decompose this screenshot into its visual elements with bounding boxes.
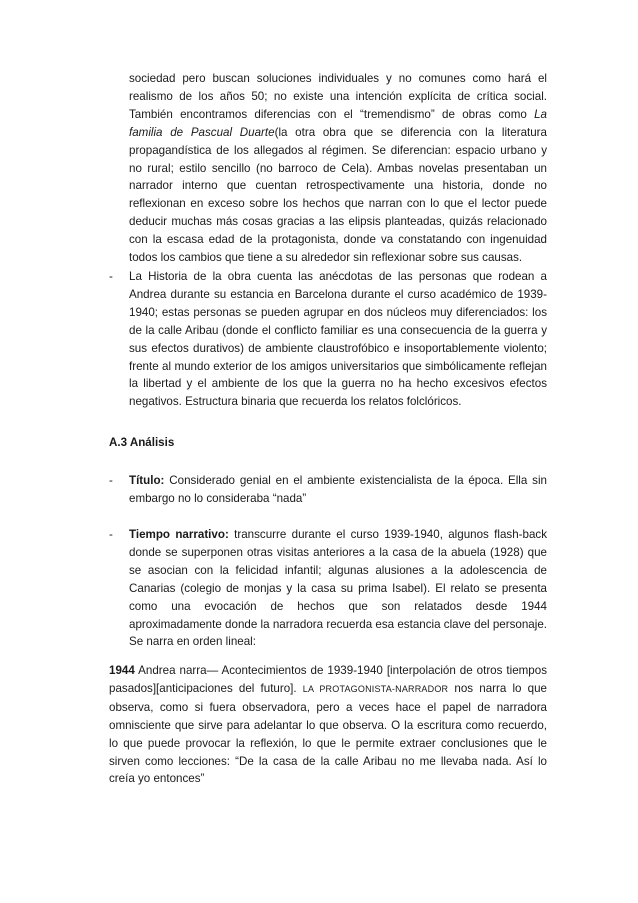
bullet-label: Tiempo narrativo: <box>129 528 229 541</box>
bullet-dash: - <box>109 270 113 283</box>
paragraph-text: sociedad pero buscan soluciones individuales y no comunes como hará el realismo de los años 50; no existe una intención explícita de crítica social. También encontramos diferencias con el “tremendismo” de obras como <box>129 72 547 121</box>
year-label: 1944 <box>109 664 135 677</box>
bullet-label: Título: <box>129 474 165 487</box>
bullet-narrative-time <box>109 526 547 651</box>
bullet-text: La Historia de la obra cuenta las anécdotas de las personas que rodean a Andrea durante su estancia en Barcelona durante el curso académico de 1939-1940; estas personas se pueden agrupar en dos núcleos muy diferenciados: los de la calle Aribau (donde el conflicto familiar es una consecuencia de la guerra y sus efectos durativos) de ambiente claustrofóbico e insoportablemente violento; frente al mundo exterior de los amigos universitarios que simbólicamente reflejan la libertad y el ambiente de los que la guerra no ha hecho excesivos efectos negativos. Estructura binaria que recuerda los relatos folclóricos. <box>129 270 547 409</box>
final-paragraph <box>109 662 547 788</box>
bullet-dash: - <box>109 528 113 541</box>
book-title: La familia de Pascual Duarte <box>129 107 547 139</box>
bullet-dash: - <box>109 474 113 487</box>
paragraph-text: nos narra lo que observa, como si fuera observadora, pero a veces hace el papel de narradora omnisciente que sirve para adelantar lo que observa. O la escritura como recuerdo, lo que puede provocar la reflexión, lo que le permite extraer conclusiones que le sirven como lecciones: “De la casa de la calle Aribau no me llevaba nada. Así lo creía yo entonces” <box>109 681 547 786</box>
bullet-title <box>109 472 547 508</box>
bullet-story <box>109 268 547 411</box>
continued-paragraph <box>129 70 547 267</box>
paragraph-text: Andrea narra— Acontecimientos de 1939-1940 [interpolación de otros tiempos pasados][anticipaciones del futuro]. <box>109 664 547 695</box>
bullet-text: transcurre durante el curso 1939-1940, algunos flash-back donde se superponen otras visitas anteriores a la casa de la abuela (1928) que se asocian con la felicidad infantil; algunas alusiones a la adolescencia de Canarias (colegio de monjas y la casa su prima Isabel). El relato se presenta como una evocación de hechos que son relatados desde 1944 aproximadamente donde la narradora recuerda esa estancia clave del personaje. Se narra en orden lineal: <box>129 528 547 649</box>
smallcaps-text: LA PROTAGONISTA-NARRADOR <box>302 683 449 694</box>
bullet-text: Considerado genial en el ambiente existencialista de la época. Ella sin embargo no lo consideraba “nada” <box>129 474 547 505</box>
section-heading: A.3 Análisis <box>109 436 175 449</box>
paragraph-text: (la otra obra que se diferencia con la literatura propagandística de los allegados al régimen. Se diferencian: espacio urbano y no rural; estilo sencillo (no barroco de Cela). Ambas novelas presentaban un narrador interno que cuentan retrospectivamente una historia, donde no reflexionan en exceso sobre los hechos que narran con lo que el lector puede deducir muchas más cosas gracias a las elipsis planteadas, quizás relacionado con la escasa edad de la protagonista, donde va constatando con ingenuidad todos los cambios que tiene a su alrededor sin reflexionar sobre sus causas. <box>129 125 547 265</box>
